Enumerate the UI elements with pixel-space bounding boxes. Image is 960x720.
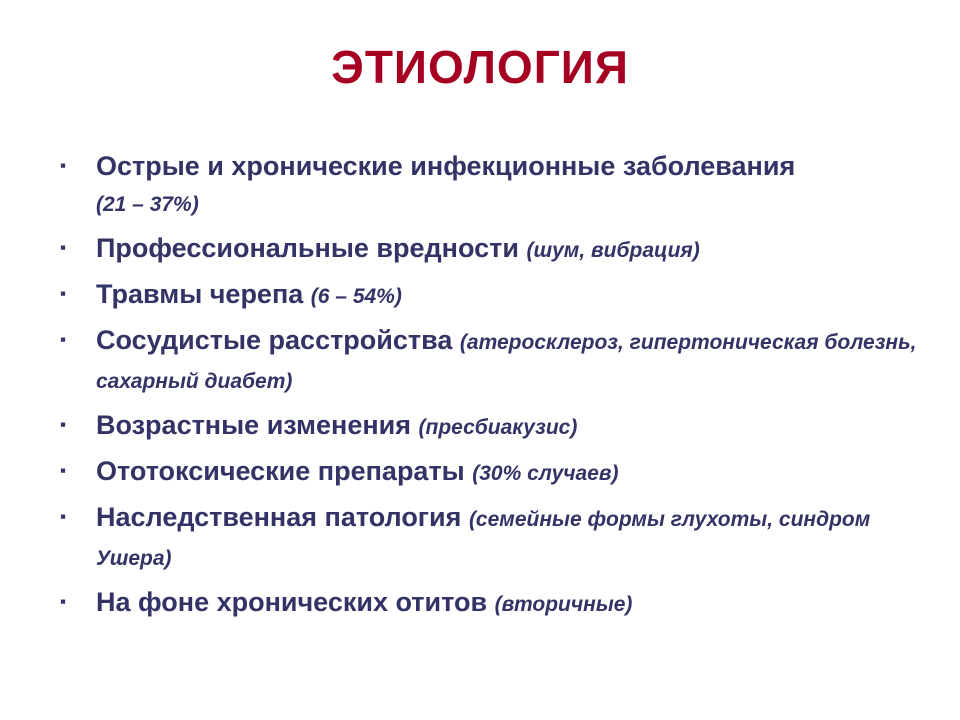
item-main-text: Ототоксические препараты [96, 456, 465, 486]
square-bullet-icon: ▪ [60, 592, 67, 611]
item-main-text: Профессиональные вредности [96, 233, 519, 263]
item-note-text: (30% случаев) [472, 462, 619, 485]
list-item-ototoxic [60, 453, 920, 492]
etiology-list [60, 148, 920, 630]
item-main-text: На фоне хронических отитов [96, 587, 488, 617]
square-bullet-icon: ▪ [60, 156, 67, 175]
square-bullet-icon: ▪ [60, 284, 67, 303]
item-main-text: Острые и хронические инфекционные заболевания [96, 151, 796, 181]
square-bullet-icon: ▪ [60, 238, 67, 257]
item-note-text: (семейные формы глухоты, синдром Ушера) [96, 508, 871, 570]
item-main-text: Наследственная патология [96, 502, 462, 532]
slide-title: ЭТИОЛОГИЯ [331, 41, 629, 93]
item-note-text: (6 – 54%) [310, 285, 402, 308]
item-main-text: Возрастные изменения [96, 410, 412, 440]
item-note-text: (21 – 37%) [96, 193, 199, 216]
list-item-infections [60, 148, 920, 223]
item-note-text: (вторичные) [494, 593, 633, 616]
item-note-text: (пресбиакузис) [418, 416, 578, 439]
item-main-text: Сосудистые расстройства [96, 325, 453, 355]
list-item-age-related [60, 407, 920, 446]
list-item-occupational [60, 230, 920, 269]
square-bullet-icon: ▪ [60, 461, 67, 480]
item-note-text: (шум, вибрация) [526, 239, 700, 262]
list-item-vascular [60, 322, 920, 400]
list-item-head-trauma [60, 276, 920, 315]
square-bullet-icon: ▪ [60, 507, 67, 526]
list-item-hereditary [60, 499, 920, 577]
list-item-chronic-otitis [60, 584, 920, 623]
square-bullet-icon: ▪ [60, 330, 67, 349]
square-bullet-icon: ▪ [60, 415, 67, 434]
item-main-text: Травмы черепа [96, 279, 304, 309]
item-note-text: (атеросклероз, гипертоническая болезнь, сахарный диабет) [96, 331, 917, 393]
